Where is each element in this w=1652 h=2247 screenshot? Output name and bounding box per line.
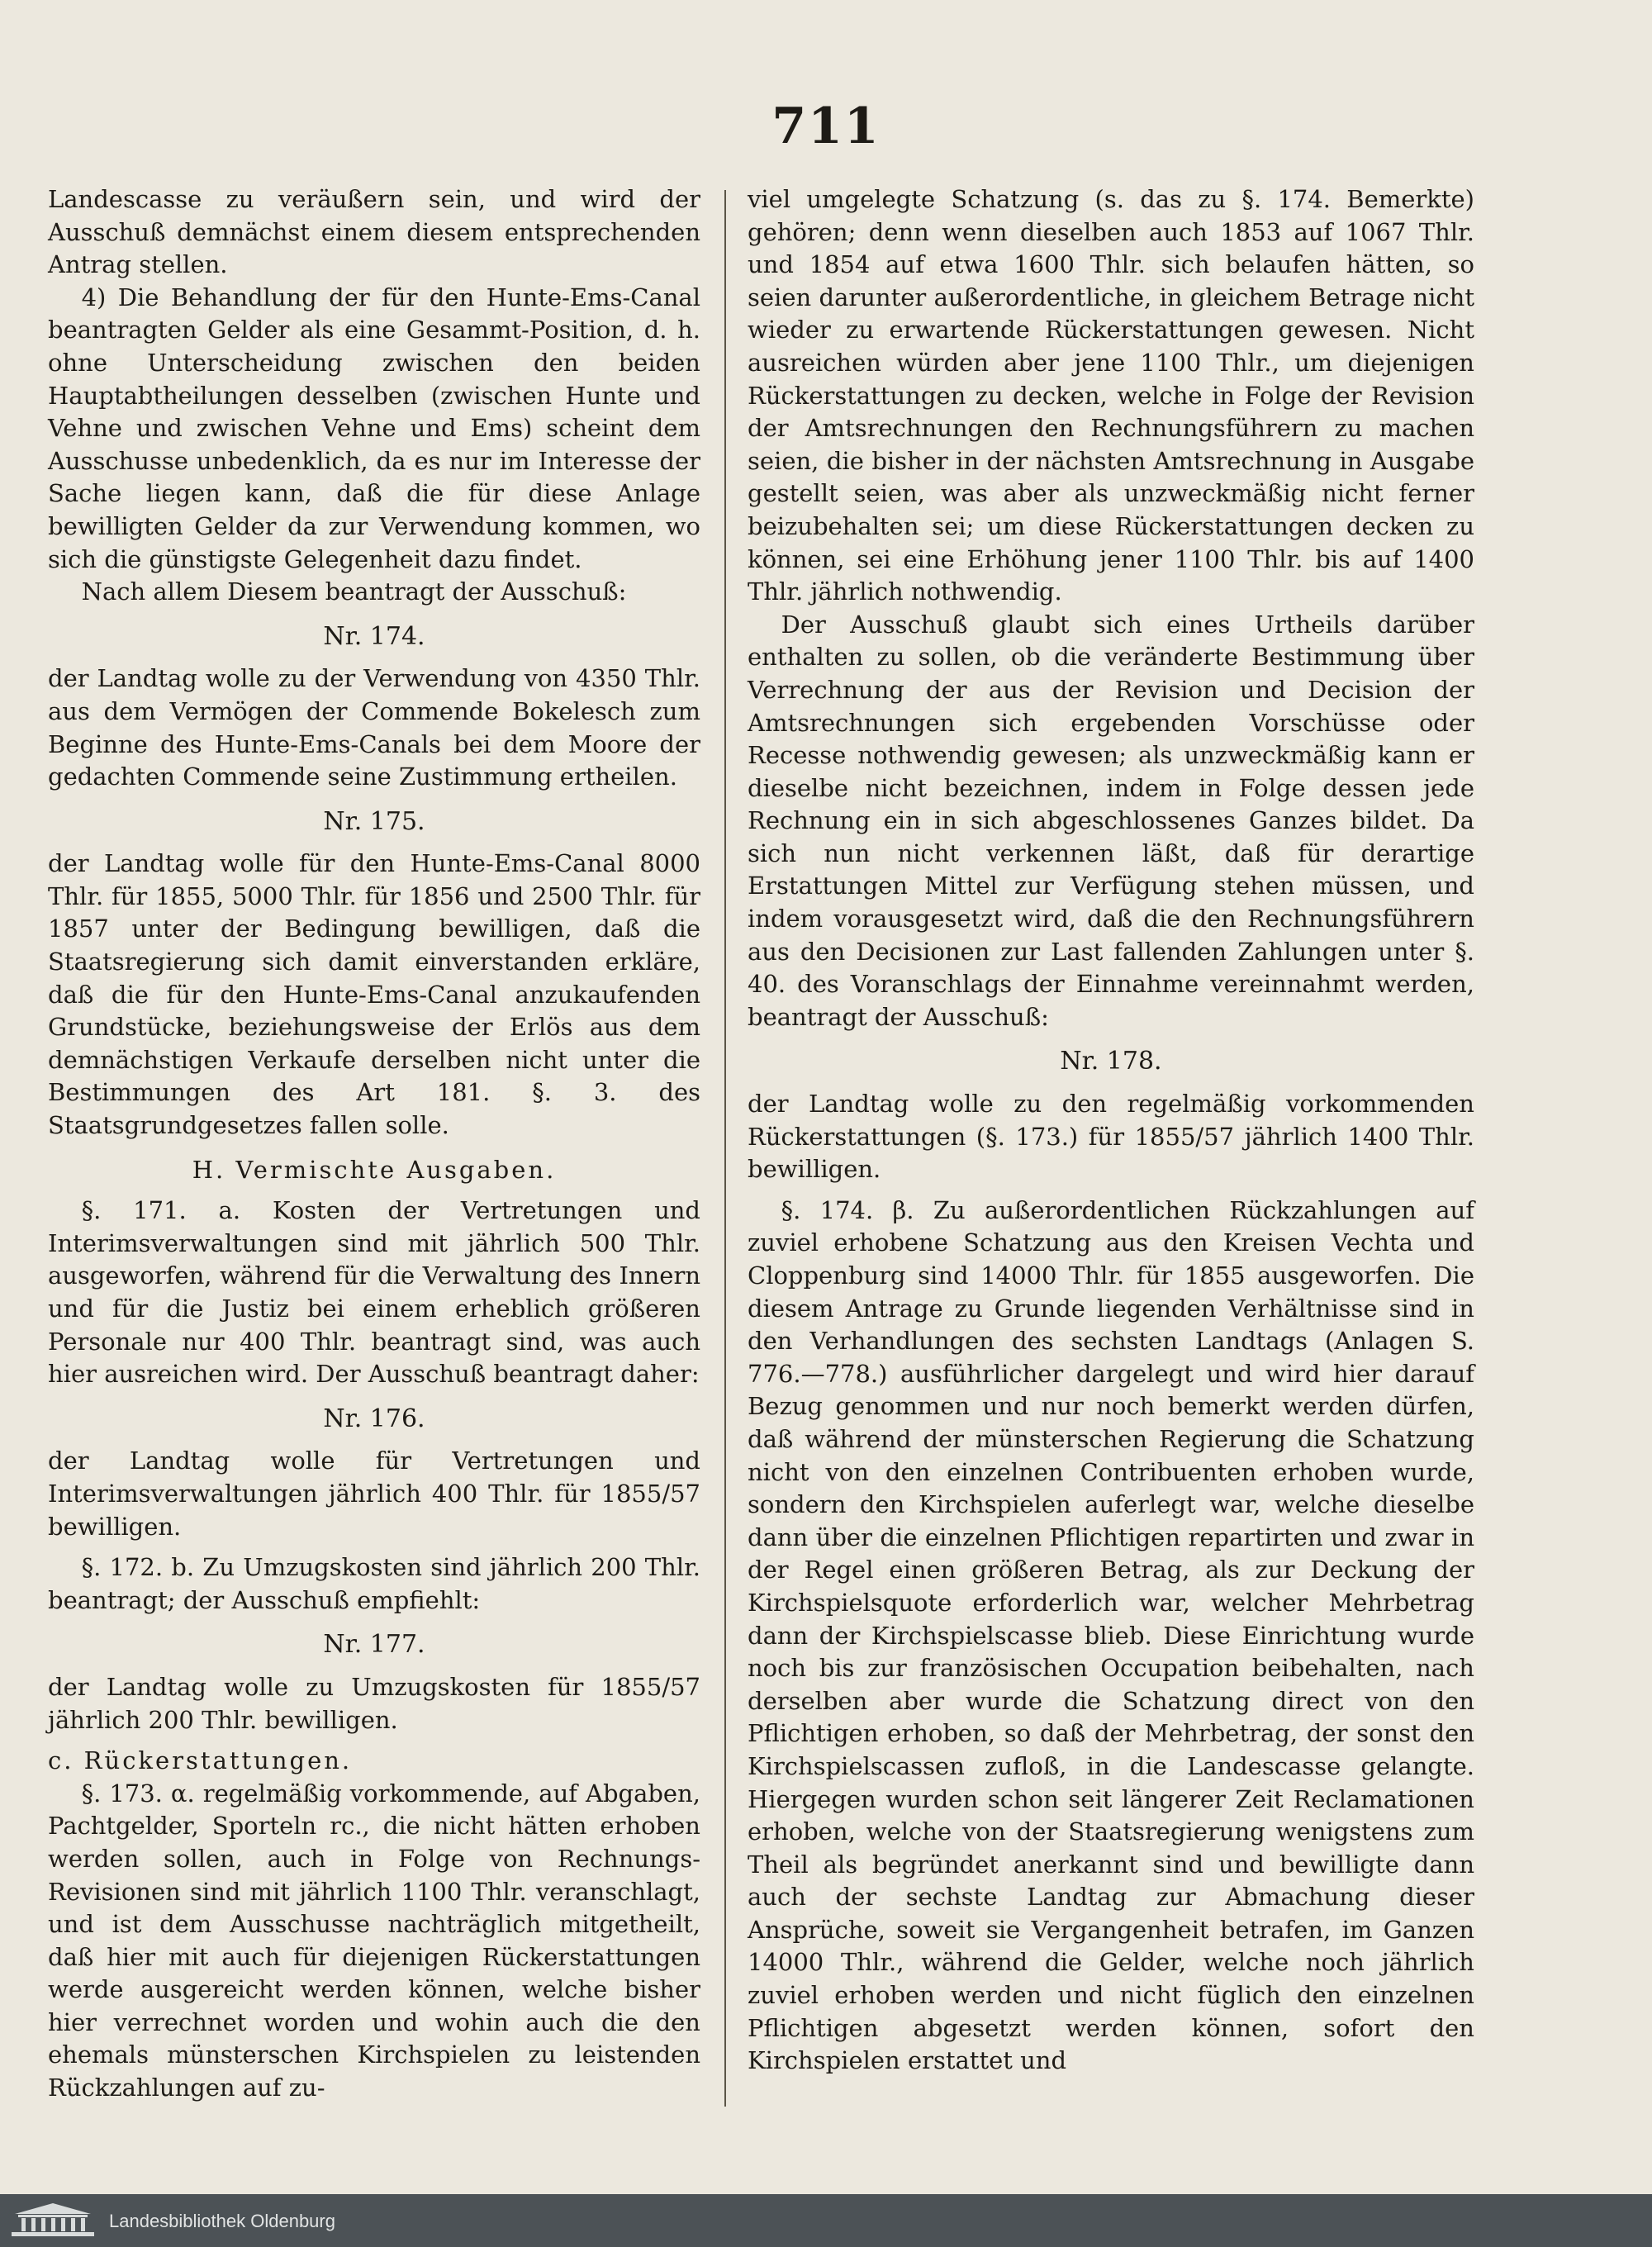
- paragraph: §. 173. α. regelmäßig vorkommende, auf Abgaben, Pachtgelder, Sporteln rc., die nicht hätten erhoben werden sollen, auch in Folge von Rechnungs-Revisionen sind mit jährlich 1100 Thlr. veranschlagt, und ist dem Ausschusse nachträglich mitgetheilt, daß hier mit auch für diejenigen Rückerstattungen werde ausgereicht werden können, welche bisher hier verrechnet worden und wohin auch die den ehemals münsterschen Kirchspielen zu leistenden Rückzahlungen auf zu-: [48, 1779, 700, 2102]
- subsection-heading: c. Rückerstattungen.: [48, 1746, 353, 1775]
- motion-text: der Landtag wolle zu der Verwendung von 4350 Thlr. aus dem Vermögen der Commende Bokelesch zum Beginne des Hunte-Ems-Canals bei dem Moore der gedachten Commende seine Zustimmung ertheilen.: [48, 664, 700, 791]
- left-column: [48, 183, 700, 2105]
- motion-number: Nr. 175.: [323, 806, 425, 836]
- library-name: Landesbibliothek Oldenburg: [109, 2211, 335, 2231]
- paragraph: 4) Die Behandlung der für den Hunte-Ems-Canal beantragten Gelder als eine Gesammt-Position, d. h. ohne Unterscheidung zwischen den beiden Hauptabtheilungen desselben (zwischen Hunte und Vehne und zwischen Vehne und Ems) scheint dem Ausschusse unbedenklich, da es nur im Interesse der Sache liegen kann, daß die für diese Anlage bewilligten Gelder da zur Verwendung kommen, wo sich die günstigste Gelegenheit dazu findet.: [48, 283, 700, 573]
- motion-text: der Landtag wolle zu den regelmäßig vorkommenden Rückerstattungen (§. 173.) für 1855/57 jährlich 1400 Thlr. bewilligen.: [748, 1090, 1474, 1184]
- motion-text: der Landtag wolle für Vertretungen und Interimsverwaltungen jährlich 400 Thlr. für 1855/57 bewilligen.: [48, 1447, 700, 1541]
- library-footer-bar: [0, 2194, 1652, 2247]
- paragraph: §. 171. a. Kosten der Vertretungen und Interimsverwaltungen sind mit jährlich 500 Thlr. ausgeworfen, während für die Verwaltung des Innern und für die Justiz bei einem erheblich größeren Personale nur 400 Thlr. beantragt sind, was auch hier ausreichen wird. Der Ausschuß beantragt daher:: [48, 1196, 700, 1389]
- page-number: 711: [771, 97, 881, 155]
- column-divider: [724, 190, 726, 2107]
- right-column: [748, 183, 1474, 2078]
- motion-number: Nr. 178.: [1060, 1047, 1162, 1076]
- paragraph: viel umgelegte Schatzung (s. das zu §. 174. Bemerkte) gehören; denn wenn dieselben auch 1853 auf 1067 Thlr. und 1854 auf etwa 1600 Thlr. sich belaufen hätten, so seien darunter außerordentliche, in gleichem Betrage nicht wieder zu erwartende Rückerstattungen gewesen. Nicht ausreichen würden aber jene 1100 Thlr., um diejenigen Rückerstattungen zu decken, welche in Folge der Revision der Amtsrechnungen den Rechnungsführern zu machen seien, die bisher in der nächsten Amtsrechnung in Ausgabe gestellt seien, was aber als unzweckmäßig nicht ferner beizubehalten sei; um diese Rückerstattungen decken zu können, sei eine Erhöhung jener 1100 Thlr. bis auf 1400 Thlr. jährlich nothwendig.: [748, 185, 1474, 606]
- paragraph: §. 172. b. Zu Umzugskosten sind jährlich 200 Thlr. beantragt; der Ausschuß empfiehlt:: [48, 1553, 700, 1614]
- paragraph: Landescasse zu veräußern sein, und wird der Ausschuß demnächst einem diesem entsprechenden Antrag stellen.: [48, 185, 700, 279]
- motion-number: Nr. 176.: [323, 1404, 425, 1433]
- paragraph: Nach allem Diesem beantragt der Ausschuß:: [81, 577, 627, 606]
- motion-number: Nr. 177.: [323, 1630, 425, 1660]
- library-building-icon: [10, 2201, 96, 2239]
- paragraph: §. 174. β. Zu außerordentlichen Rückzahlungen auf zuviel erhobene Schatzung aus den Kreisen Vechta und Cloppenburg sind 14000 Thlr. für 1855 ausgeworfen. Die diesem Antrage zu Grunde liegenden Verhältnisse sind in den Verhandlungen des sechsten Landtags (Anlagen S. 776.—778.) ausführlicher dargelegt und wird hier darauf Bezug genommen und nur noch bemerkt werden dürfen, daß während der münsterschen Regierung die Schatzung nicht von den einzelnen Contribuenten erhoben wurde, sondern den Kirchspielen auferlegt war, welche dieselbe dann über die einzelnen Pflichtigen repartirten und zwar in der Regel einen größeren Betrag, als zur Deckung der Kirchspielsquote erforderlich war, welcher Mehrbetrag dann der Kirchspielscasse blieb. Diese Einrichtung wurde noch bis zur französischen Occupation beibehalten, nach derselben aber wurde die Schatzung direct von den Pflichtigen erhoben, so daß der Mehrbetrag, der sonst den Kirchspielscassen zufloß, in die Landescasse gelangte. Hiergegen wurden schon seit längerer Zeit Reclamationen erhoben, welche von der Staatsregierung wenigstens zum Theil als begründet anerkannt sind und bewilligte dann auch der sechste Landtag zur Abmachung dieser Ansprüche, soweit sie Vergangenheit betrafen, im Ganzen 14000 Thlr., während die Gelder, welche noch jährlich zuviel erhoben werden und nicht füglich den einzelnen Pflichtigen abgesetzt werden können, sofort den Kirchspielen erstattet und: [748, 1195, 1474, 2075]
- motion-text: der Landtag wolle zu Umzugskosten für 1855/57 jährlich 200 Thlr. bewilligen.: [48, 1672, 700, 1734]
- paragraph: Der Ausschuß glaubt sich eines Urtheils darüber enthalten zu sollen, ob die veränderte Bestimmung über Verrechnung der aus der Revision und Decision der Amtsrechnungen sich ergebenden Vorschüsse oder Recesse nothwendig gewesen; als unzweckmäßig kann er dieselbe nicht bezeichnen, indem in Folge dessen jede Rechnung ein in sich abgeschlossenes Ganzes bildet. Da sich nun nicht verkennen läßt, daß für derartige Erstattungen Mittel zur Verfügung stehen müssen, und indem vorausgesetzt wird, daß die den Rechnungsführern aus den Decisionen zur Last fallenden Zahlungen unter §. 40. des Voranschlags der Einnahme vereinnahmt werden, beantragt der Ausschuß:: [748, 610, 1474, 1031]
- motion-text: der Landtag wolle für den Hunte-Ems-Canal 8000 Thlr. für 1855, 5000 Thlr. für 1856 und 2500 Thlr. für 1857 unter der Bedingung bewilligen, daß die Staatsregierung sich damit einverstanden erkläre, daß die für den Hunte-Ems-Canal anzukaufenden Grundstücke, beziehungsweise der Erlös aus dem demnächstigen Verkaufe derselben nicht unter die Bestimmungen des Art 181. §. 3. des Staatsgrundgesetzes fallen solle.: [48, 849, 700, 1140]
- section-heading: H. Vermischte Ausgaben.: [192, 1155, 557, 1184]
- motion-number: Nr. 174.: [323, 621, 425, 651]
